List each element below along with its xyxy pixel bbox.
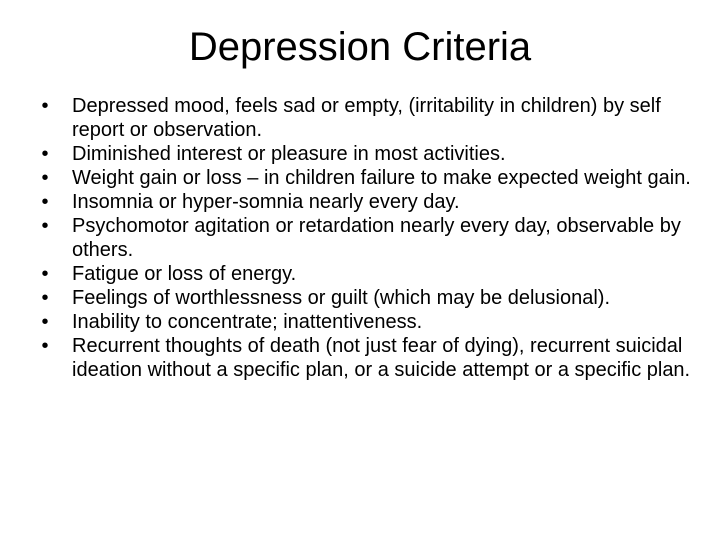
criteria-item-text: Insomnia or hyper-somnia nearly every day. [72,191,460,213]
slide-title: Depression Criteria [188,25,532,69]
criteria-item-text: Depressed mood, feels sad or empty, (irritability in children) by self report or observation. [72,95,661,141]
criteria-item [34,142,714,166]
bullet-icon: • [41,287,49,309]
criteria-item [34,190,714,214]
criteria-list [34,94,714,382]
criteria-item-text: Feelings of worthlessness or guilt (which may be delusional). [72,287,611,309]
bullet-icon: • [41,95,49,117]
bullet-icon: • [41,311,49,333]
criteria-item-text: Fatigue or loss of energy. [72,263,297,285]
criteria-item-text: Weight gain or loss – in children failure to make expected weight gain. [72,167,691,189]
criteria-item-text: Recurrent thoughts of death (not just fear of dying), recurrent suicidal ideation without a specific plan, or a suicide attempt or a specific plan. [72,335,691,381]
bullet-icon: • [41,263,49,285]
criteria-item [34,166,714,190]
criteria-item [34,334,714,382]
bullet-icon: • [41,215,49,237]
bullet-icon: • [41,143,49,165]
criteria-item-text: Inability to concentrate; inattentiveness. [72,311,423,333]
bullet-icon: • [41,191,49,213]
criteria-item [34,286,714,310]
bullet-icon: • [41,335,49,357]
criteria-item-text: Diminished interest or pleasure in most activities. [72,143,506,165]
criteria-item [34,310,714,334]
bullet-icon: • [41,167,49,189]
criteria-item [34,214,714,262]
criteria-item-text: Psychomotor agitation or retardation nearly every day, observable by others. [72,215,681,261]
criteria-item [34,262,714,286]
criteria-item [34,94,714,142]
